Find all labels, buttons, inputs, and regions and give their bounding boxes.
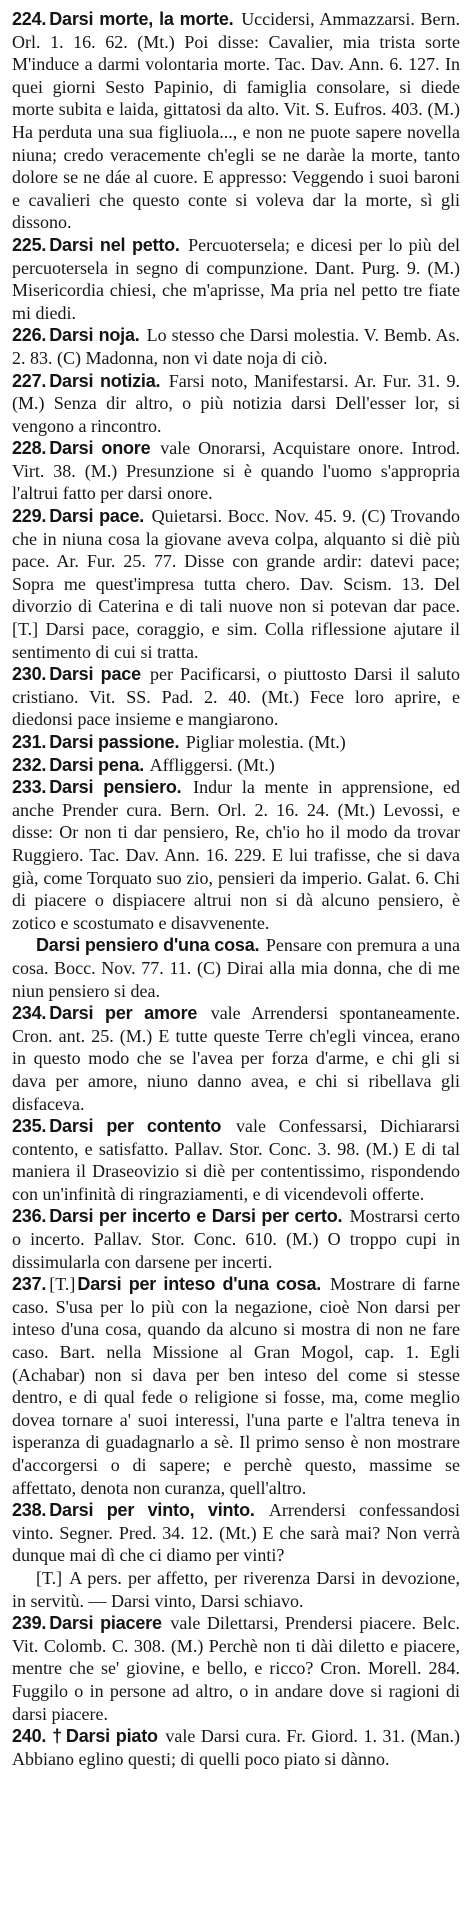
entry-number: 234. xyxy=(12,1003,47,1024)
entry-headword: Darsi pace xyxy=(49,664,141,685)
entry-230 xyxy=(12,663,460,731)
entry-232 xyxy=(12,754,460,777)
entry-233 xyxy=(12,776,460,934)
entry-number: 233. xyxy=(12,777,47,798)
entry-text: Farsi noto, Manifestarsi. Ar. Fur. 31. 9. (M.) Senza dir altro, o più notizia darsi Dell'esser lor, si vengono a rincontro. xyxy=(12,370,461,436)
entry-text: vale Confessarsi, Dichiararsi contento, e satisfatto. Pallav. Stor. Conc. 3. 98. (M.) E di tal maniera il Draseovizio si diè per contentissimo, rispondendo con un'infinità di ringraziamenti, e di vicendevoli offerte. xyxy=(12,1116,461,1204)
entry-237 xyxy=(12,1273,460,1499)
entry-headword: Darsi pensiero d'una cosa. xyxy=(36,935,260,956)
entry-240 xyxy=(12,1725,460,1770)
entry-text: Mostrare di farne caso. S'usa per lo più con la negazione, cioè Non darsi per inteso d'una cosa, quando da alcuno si mostra di non ne fare caso. Bart. nella Missione al Gran Mogol, cap. 1. Egli (Achabar) non si dava per ben inteso del come si stesse dentro, e di qual fede o religione si fosse, ma, come meglio dovea tornare a' suoi interessi, l'una parte e l'altra teneva in isperanza di guadagnarlo a sè. Il primo senso è non mostrare d'accorgersi o di sapere; e perchè questo, massime se affettato, denota non curanza, quell'altro. xyxy=(12,1274,460,1498)
entry-text: Pensare con premura a una cosa. Bocc. Nov. 77. 11. (C) Dirai alla mia donna, che di me niun pensiero si dea. xyxy=(12,935,460,1001)
entry-number: 225. xyxy=(12,234,47,255)
entry-text: A pers. per affetto, per riverenza Darsi in devozione, in servitù. — Darsi vinto, Darsi schiavo. xyxy=(12,1567,460,1611)
entry-text: Arrendersi confessandosi vinto. Segner. Pred. 34. 12. (Mt.) E che sarà mai? Non verrà dunque mai dì che ci diamo per vinti? xyxy=(12,1500,460,1566)
entry-text: Uccidersi, Ammazzarsi. Bern. Orl. 1. 16. 62. (Mt.) Poi disse: Cavalier, mia trista sorte M'induce a darmi volontaria morte. Tac. Dav. Ann. 6. 127. In quei giorni Sesto Papinio, di famiglia consolare, si diede morte subita e laida, gittatosi da alto. Vit. S. Eufros. 403. (M.) Ha perduta una sua figliuola..., e non ne puote sapere novella niuna; credo veracemente ch'egli se ne daràe la morte, tanto dolore se ne dáe al cuore. E appresso: Veggendo i suoi baroni e cavalieri che questo conte si voleva dar la morte, sì gli dissono. xyxy=(12,9,460,233)
entry-number: 226. xyxy=(12,325,47,346)
entry-headword: Darsi pace. xyxy=(49,506,145,527)
entry-headword: Darsi per amore xyxy=(49,1003,198,1024)
entry-231 xyxy=(12,731,460,754)
entries-list xyxy=(12,8,460,1770)
entry-228 xyxy=(12,437,460,505)
entry-text: vale Darsi cura. Fr. Giord. 1. 31. (Man.) Abbiano eglino questi; di quelli poco piato si dànno. xyxy=(12,1726,460,1769)
entry-tag: [T.] xyxy=(49,1274,76,1295)
entry-225 xyxy=(12,234,460,324)
entry-224 xyxy=(12,8,460,234)
entry-number: 240. † xyxy=(12,1726,63,1747)
entry-headword: Darsi passione. xyxy=(49,732,180,752)
entry-text: Pigliar molestia. (Mt.) xyxy=(185,732,346,752)
entry-number: 237. xyxy=(12,1274,47,1295)
entry-tag: [T.] xyxy=(36,1567,63,1588)
entry-headword: Darsi piato xyxy=(65,1726,158,1747)
entry-number: 231. xyxy=(12,732,47,752)
entry-number: 236. xyxy=(12,1206,47,1227)
entry-headword: Darsi pena. xyxy=(49,754,145,775)
entry-text: vale Arrendersi spontaneamente. Cron. ant. 25. (M.) E tutte queste Terre ch'egli vincea, erano in questo modo che se l'avea per forza d'arme, e chi gli si dava per amore, niuno danno avea, e chi si ribellava gli disfaceva. xyxy=(12,1003,461,1114)
entry-text: Mostrarsi certo o incerto. Pallav. Stor. Conc. 610. (M.) O troppo cupi in dissimularla con darsene per incerti. xyxy=(12,1206,460,1272)
entry-number: 227. xyxy=(12,370,47,391)
entry-235 xyxy=(12,1115,460,1205)
entry-text: vale Onorarsi, Acquistare onore. Introd. Virt. 38. (M.) Presunzione si è quando l'uomo s'appropria l'altrui fatto per darsi onore. xyxy=(12,438,460,504)
entry-headword: Darsi per inteso d'una cosa. xyxy=(77,1274,322,1295)
entry-number: 238. xyxy=(12,1500,47,1521)
entry-number: 235. xyxy=(12,1116,47,1137)
entry-headword: Darsi morte, la morte. xyxy=(49,9,234,29)
entry-239 xyxy=(12,1612,460,1725)
entry-headword: Darsi per contento xyxy=(49,1116,222,1137)
entry-text: Indur la mente in apprensione, ed anche Prender cura. Bern. Orl. 2. 16. 24. (Mt.) Levossi, e disse: Or non ti dar pensiero, Re, ch'io ho il modo da trovar Ruggiero. Tac. Dav. Ann. 16. 229. E lui trafisse, che si dava già, come Torquato suo zio, pensieri da imperio. Galat. 6. Chi di piacere o dispiacere altrui non si dà alcuno pensiero, è zotico e scostumato e disavvenente. xyxy=(12,777,461,933)
entry-text: per Pacificarsi, o piuttosto Darsi il saluto cristiano. Vit. SS. Pad. 2. 40. (Mt.) Fece loro aprire, e diedonsi pace insieme e mangiarono. xyxy=(12,664,460,730)
entry-229 xyxy=(12,505,460,663)
entry-headword: Darsi notizia. xyxy=(49,370,161,391)
entry-226 xyxy=(12,324,460,369)
entry-236 xyxy=(12,1205,460,1273)
entry-headword: Darsi noja. xyxy=(49,325,140,346)
entry-number: 224. xyxy=(12,9,47,29)
entry-headword: Darsi onore xyxy=(49,438,151,459)
entry-text: Percuotersela; e dicesi per lo più del percuotersela in segno di compunzione. Dant. Purg. 9. (M.) Misericordia chiesi, che m'aprisse, Ma pria nel petto tre fiate mi diedi. xyxy=(12,234,461,323)
entry-headword: Darsi nel petto. xyxy=(49,234,180,255)
entry-number: 232. xyxy=(12,754,47,775)
entry-text: Affliggersi. (Mt.) xyxy=(149,754,275,775)
entry-text: Quietarsi. Bocc. Nov. 45. 9. (C) Trovando che in niuna cosa la giovane aveva colpa, alquanto si diè più pace. Ar. Fur. 25. 77. Disse con grande ardir: datevi pace; Sopra me quest'impresa tutta chero. Dav. Scism. 13. Del divorzio di Caterina e di tali nuove non si potevan dar pace. [T.] Darsi pace, coraggio, e sim. Colla riflessione ajutare il sentimento di cui si tratta. xyxy=(12,506,461,662)
entry-text: Lo stesso che Darsi molestia. V. Bemb. As. 2. 83. (C) Madonna, non vi date noja di ciò. xyxy=(12,325,460,368)
entry-238-sub xyxy=(12,1567,460,1612)
entry-number: 239. xyxy=(12,1613,47,1634)
entry-headword: Darsi pensiero. xyxy=(49,777,182,798)
entry-234 xyxy=(12,1002,460,1115)
entry-number: 229. xyxy=(12,506,47,527)
entry-headword: Darsi per vinto, vinto. xyxy=(49,1500,255,1521)
entry-number: 228. xyxy=(12,438,47,459)
entry-headword: Darsi per incerto e Darsi per certo. xyxy=(49,1206,343,1227)
entry-238 xyxy=(12,1499,460,1567)
entry-number: 230. xyxy=(12,664,47,685)
entry-text: vale Dilettarsi, Prendersi piacere. Belc. Vit. Colomb. C. 308. (M.) Perchè non ti dài diletto e piacere, mentre che se' giovine, e bello, e ricco? Cron. Morell. 284. Fuggilo o in persone ad altro, o in andare dove si ragioni di darsi piacere. xyxy=(12,1613,461,1724)
entry-headword: Darsi piacere xyxy=(49,1613,162,1634)
entry-233-sub xyxy=(12,934,460,1002)
entry-227 xyxy=(12,370,460,438)
